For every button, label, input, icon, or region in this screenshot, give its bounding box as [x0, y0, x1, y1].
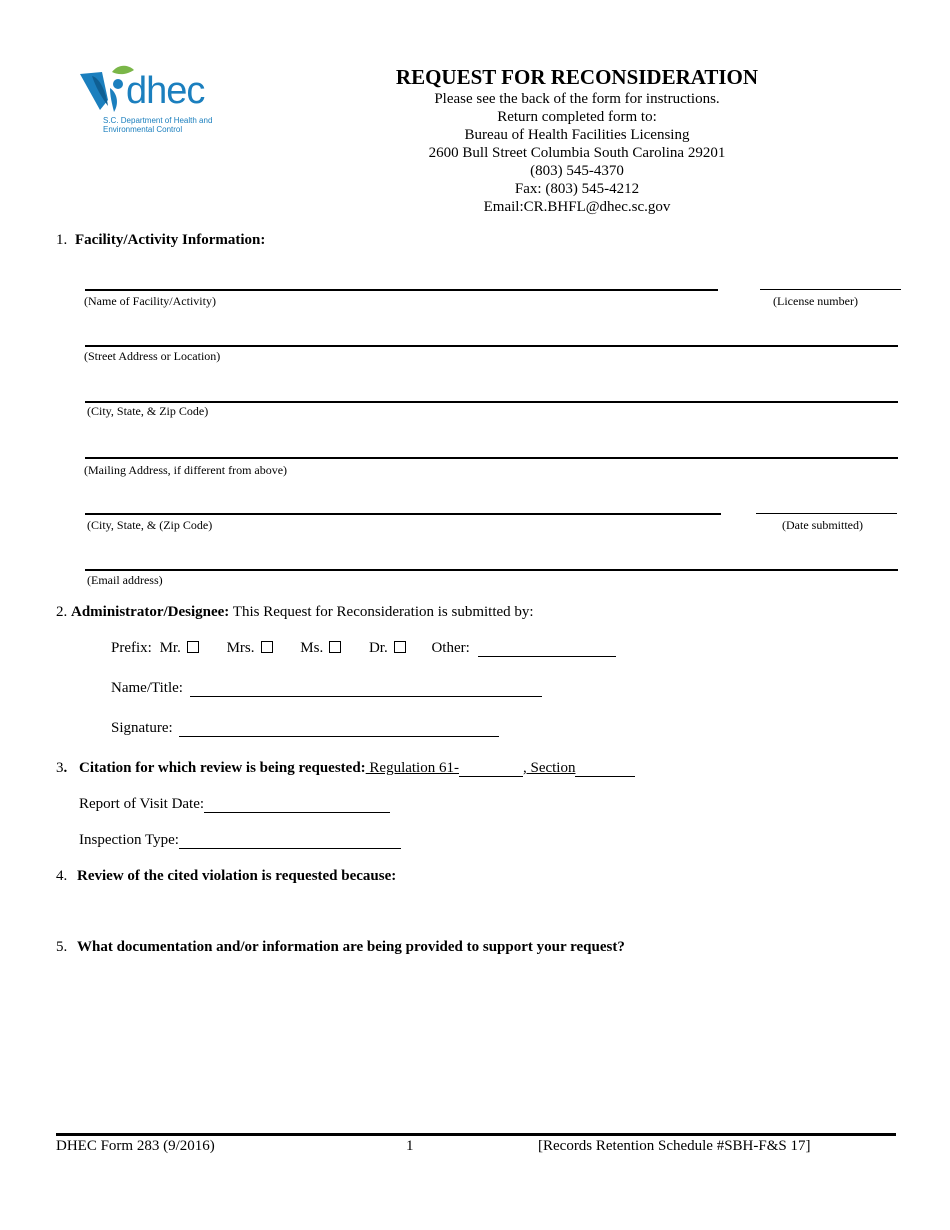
mailing-address-caption: (Mailing Address, if different from above) — [84, 463, 288, 477]
signature-label: Signature: — [111, 720, 173, 736]
license-number-caption: (License number) — [773, 294, 858, 308]
section-3-title: Citation for which review is being requested: — [79, 760, 366, 776]
facility-name-caption: (Name of Facility/Activity) — [84, 294, 216, 308]
section-3-number: 3 — [56, 760, 64, 776]
header-phone: (803) 545-4370 — [530, 163, 624, 179]
section-5-title: What documentation and/or information are being provided to support your request? — [77, 939, 625, 955]
prefix-mrs-label: Mrs. — [226, 640, 255, 656]
email-address-line[interactable] — [85, 569, 898, 571]
section-1-title: Facility/Activity Information: — [75, 232, 266, 248]
section-2-heading — [56, 604, 534, 621]
prefix-mr-checkbox[interactable] — [187, 641, 199, 653]
section-label: , Section — [522, 760, 576, 776]
signature-field[interactable] — [179, 722, 499, 737]
dhec-logo — [78, 64, 218, 140]
footer-divider — [56, 1133, 896, 1136]
name-title-field[interactable] — [190, 682, 542, 697]
mailing-address-line[interactable] — [85, 457, 898, 459]
header-address: 2600 Bull Street Columbia South Carolina 29201 — [428, 145, 726, 161]
form-header — [370, 64, 784, 216]
section-5-heading — [56, 939, 625, 956]
prefix-other-label: Other: — [431, 640, 470, 656]
facility-name-line[interactable] — [85, 289, 718, 291]
mailing-city-state-zip-caption: (City, State, & (Zip Code) — [87, 518, 213, 532]
supporting-documentation-area[interactable] — [79, 962, 895, 1122]
street-address-caption: (Street Address or Location) — [84, 349, 221, 363]
signature-row — [111, 720, 499, 737]
mailing-city-state-zip-line[interactable] — [85, 513, 721, 515]
section-4-title: Review of the cited violation is requested because: — [77, 868, 397, 884]
date-submitted-line[interactable] — [756, 513, 897, 514]
header-instructions: Please see the back of the form for instructions. — [434, 91, 720, 107]
footer-retention: [Records Retention Schedule #SBH-F&S 17] — [538, 1138, 811, 1154]
email-address-caption: (Email address) — [87, 573, 163, 587]
prefix-mr-label: Mr. — [159, 640, 181, 656]
regulation-number-field[interactable] — [459, 762, 523, 777]
section-1-heading — [56, 232, 265, 249]
visit-date-field[interactable] — [204, 798, 390, 813]
section-3-dot: . — [63, 760, 68, 776]
section-5-number: 5. — [56, 939, 68, 955]
section-2-text: This Request for Reconsideration is submitted by: — [232, 604, 534, 620]
prefix-dr-checkbox[interactable] — [394, 641, 406, 653]
inspection-type-label: Inspection Type: — [79, 832, 179, 848]
logo-subtitle-line1: S.C. Department of Health and — [103, 116, 213, 125]
city-state-zip-caption: (City, State, & Zip Code) — [87, 404, 209, 418]
prefix-mrs-checkbox[interactable] — [261, 641, 273, 653]
footer-page-number: 1 — [406, 1138, 414, 1154]
footer-form-id: DHEC Form 283 (9/2016) — [56, 1138, 215, 1154]
inspection-type-field[interactable] — [179, 834, 401, 849]
header-return-to: Return completed form to: — [497, 109, 657, 125]
form-title: REQUEST FOR RECONSIDERATION — [395, 65, 759, 89]
prefix-label: Prefix: — [111, 640, 152, 656]
violation-reason-area[interactable] — [79, 890, 895, 936]
header-fax: Fax: (803) 545-4212 — [514, 181, 640, 197]
header-email: Email:CR.BHFL@dhec.sc.gov — [483, 199, 671, 215]
visit-date-label: Report of Visit Date: — [79, 796, 205, 812]
prefix-other-field[interactable] — [478, 642, 616, 657]
license-number-line[interactable] — [760, 289, 901, 290]
prefix-ms-checkbox[interactable] — [329, 641, 341, 653]
header-bureau: Bureau of Health Facilities Licensing — [464, 127, 690, 143]
name-title-row — [111, 680, 542, 697]
city-state-zip-line[interactable] — [85, 401, 898, 403]
section-1-number: 1. — [56, 232, 68, 248]
prefix-row — [111, 640, 616, 657]
section-4-number: 4. — [56, 868, 68, 884]
visit-date-row — [79, 796, 390, 813]
street-address-line[interactable] — [85, 345, 898, 347]
name-title-label: Name/Title: — [111, 680, 183, 696]
section-2-number: 2. — [56, 604, 68, 620]
section-4-heading — [56, 868, 396, 885]
prefix-dr-label: Dr. — [368, 640, 388, 656]
logo-subtitle-line2: Environmental Control — [103, 125, 183, 134]
date-submitted-caption: (Date submitted) — [782, 518, 863, 532]
section-2-title: Administrator/Designee: — [71, 604, 230, 620]
section-3-heading — [56, 760, 635, 777]
inspection-type-row — [79, 832, 401, 849]
prefix-ms-label: Ms. — [300, 640, 324, 656]
regulation-label: Regulation 61- — [365, 760, 459, 776]
logo-wordmark: dhec — [126, 70, 205, 112]
section-number-field[interactable] — [575, 762, 635, 777]
logo-subtitle — [103, 116, 212, 134]
